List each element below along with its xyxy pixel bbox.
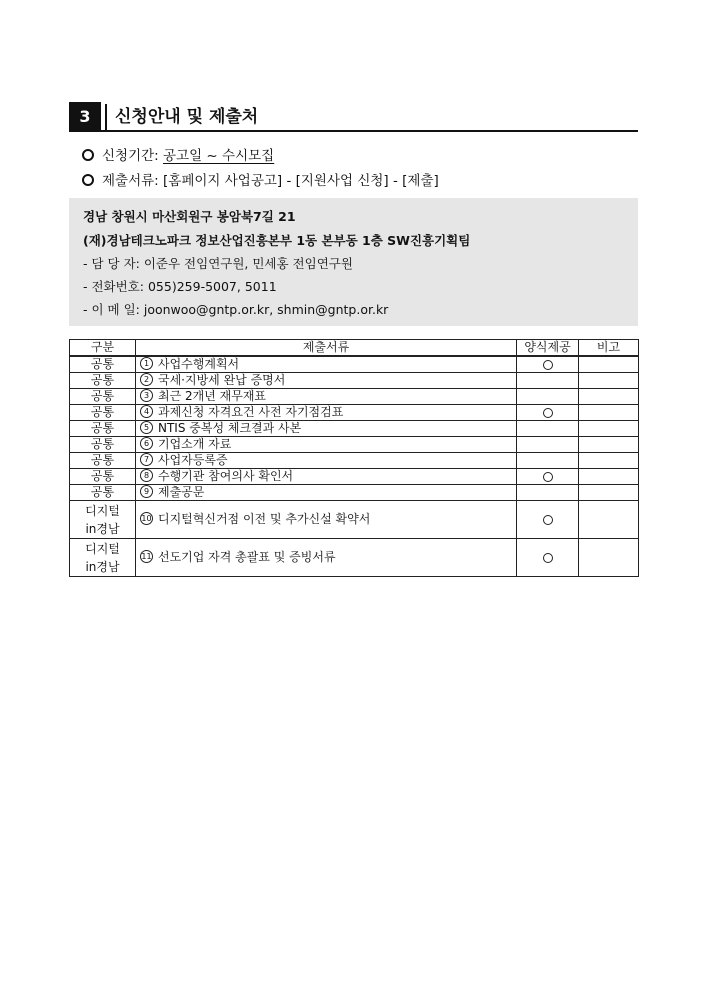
form-provided-circle-icon [543, 408, 553, 418]
address-box [69, 198, 638, 326]
submission-method-label: 제출서류: [102, 173, 159, 189]
table-row [70, 389, 639, 405]
table-header-row [70, 340, 639, 357]
row-document [136, 389, 517, 405]
form-provided-circle-icon [543, 515, 553, 525]
table-row [70, 373, 639, 389]
row-number: 9 [140, 485, 153, 498]
row-form-provided [517, 405, 579, 421]
row-form-provided [517, 437, 579, 453]
row-document [136, 421, 517, 437]
apply-period-label: 신청기간: [102, 148, 159, 164]
row-number: 7 [140, 453, 153, 466]
header-category: 구분 [70, 340, 136, 357]
row-document-name: 디지털혁신거점 이전 및 추가신설 확약서 [158, 512, 371, 526]
row-category: 공통 [70, 405, 136, 421]
section-number: 3 [69, 102, 101, 130]
form-provided-circle-icon [543, 553, 553, 563]
header-document: 제출서류 [136, 340, 517, 357]
row-document [136, 373, 517, 389]
row-category: 공통 [70, 421, 136, 437]
row-form-provided [517, 539, 579, 577]
address-phone: - 전화번호: 055)259-5007, 5011 [83, 279, 277, 294]
row-category-line2: in경남 [85, 521, 120, 536]
row-category: 공통 [70, 389, 136, 405]
row-category: 공통 [70, 373, 136, 389]
address-email: - 이 메 일: joonwoo@gntp.or.kr, shmin@gntp.or.kr [83, 302, 389, 317]
address-line2: (재)경남테크노파크 정보산업진흥본부 1동 본부동 1층 SW진흥기획팀 [83, 233, 471, 248]
row-document-name: 기업소개 자료 [158, 437, 232, 451]
row-number: 5 [140, 421, 153, 434]
row-category: 공통 [70, 469, 136, 485]
bullet-circle-icon [82, 149, 94, 161]
apply-period-value: 공고일 ~ 수시모집 [163, 148, 275, 164]
row-number: 6 [140, 437, 153, 450]
row-number: 4 [140, 405, 153, 418]
documents-table [69, 339, 639, 577]
row-category: 공통 [70, 485, 136, 501]
row-document [136, 501, 517, 539]
row-document [136, 469, 517, 485]
table-row [70, 405, 639, 421]
form-provided-circle-icon [543, 472, 553, 482]
row-document-name: 사업자등록증 [158, 453, 228, 467]
table-row [70, 356, 639, 373]
row-remarks [579, 539, 639, 577]
row-document-name: 최근 2개년 재무재표 [158, 389, 267, 403]
row-number: 3 [140, 389, 153, 402]
row-category [70, 539, 136, 577]
row-remarks [579, 485, 639, 501]
table-row [70, 539, 639, 577]
form-provided-circle-icon [543, 360, 553, 370]
row-number: 11 [141, 552, 152, 561]
row-category-line2: in경남 [85, 559, 120, 574]
header-remarks: 비고 [579, 340, 639, 357]
row-remarks [579, 421, 639, 437]
row-document-name: 과제신청 자격요건 사전 자기점검표 [158, 405, 344, 419]
row-form-provided [517, 356, 579, 373]
row-remarks [579, 356, 639, 373]
row-form-provided [517, 485, 579, 501]
row-remarks [579, 469, 639, 485]
row-document-name: 국세·지방세 완납 증명서 [158, 373, 286, 387]
table-row [70, 453, 639, 469]
address-manager: - 담 당 자: 이준우 전임연구원, 민세홍 전임연구원 [83, 256, 353, 271]
row-document [136, 405, 517, 421]
row-form-provided [517, 421, 579, 437]
section-header [69, 102, 638, 132]
row-number: 2 [140, 373, 153, 386]
section-divider [105, 104, 107, 130]
row-remarks [579, 389, 639, 405]
row-category-line1: 디지털 [85, 503, 120, 518]
row-remarks [579, 405, 639, 421]
row-document-name: 사업수행계획서 [158, 357, 240, 371]
row-form-provided [517, 373, 579, 389]
address-line1: 경남 창원시 마산회원구 봉암북7길 21 [83, 209, 296, 224]
row-document-name: NTIS 중복성 체크결과 사본 [158, 421, 302, 435]
row-number: 1 [140, 357, 153, 370]
row-document [136, 437, 517, 453]
row-form-provided [517, 453, 579, 469]
row-form-provided [517, 469, 579, 485]
bullet-circle-icon [82, 174, 94, 186]
row-document-name: 수행기관 참여의사 확인서 [158, 469, 294, 483]
table-row [70, 501, 639, 539]
row-document-name: 선도기업 자격 총괄표 및 증빙서류 [158, 550, 336, 564]
table-row [70, 485, 639, 501]
row-remarks [579, 437, 639, 453]
row-number: 8 [140, 469, 153, 482]
header-form-provided: 양식제공 [517, 340, 579, 357]
row-form-provided [517, 389, 579, 405]
row-form-provided [517, 501, 579, 539]
row-category: 공통 [70, 437, 136, 453]
table-row [70, 437, 639, 453]
row-document [136, 453, 517, 469]
row-remarks [579, 453, 639, 469]
row-category: 공통 [70, 356, 136, 373]
submission-method-value: [홈페이지 사업공고] - [지원사업 신청] - [제출] [163, 173, 439, 189]
row-document-name: 제출공문 [158, 485, 205, 499]
row-number: 10 [141, 514, 152, 523]
apply-period-line [82, 146, 274, 166]
row-document [136, 356, 517, 373]
row-category [70, 501, 136, 539]
row-remarks [579, 373, 639, 389]
section-title: 신청안내 및 제출처 [115, 107, 259, 127]
table-row [70, 469, 639, 485]
row-document [136, 539, 517, 577]
row-category-line1: 디지털 [85, 541, 120, 556]
row-document [136, 485, 517, 501]
row-remarks [579, 501, 639, 539]
submission-method-line [82, 171, 439, 191]
row-category: 공통 [70, 453, 136, 469]
table-row [70, 421, 639, 437]
